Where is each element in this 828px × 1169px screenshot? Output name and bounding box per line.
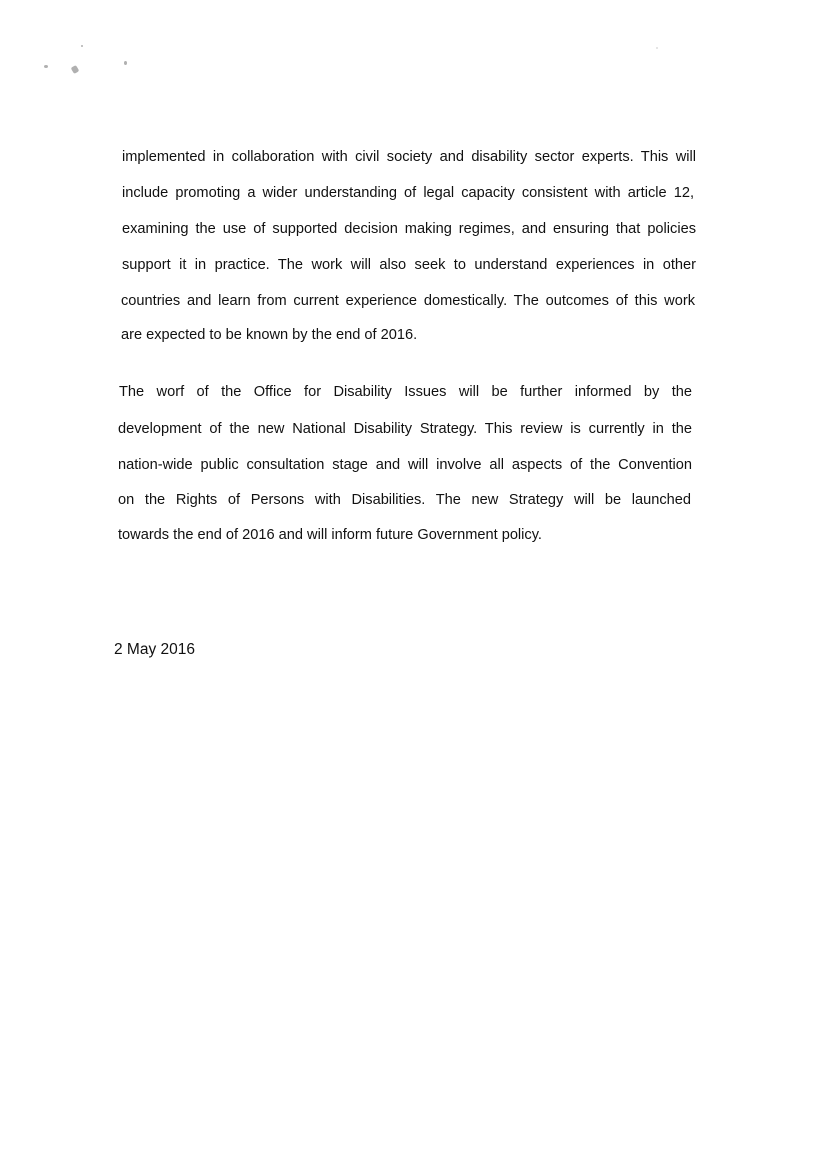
paragraph-line: examining the use of supported decision making regimes, and ensuring that policies	[122, 221, 696, 237]
scan-speck	[656, 47, 658, 49]
scan-speck	[81, 45, 83, 47]
scan-speck	[71, 65, 80, 74]
paragraph-line: countries and learn from current experience domestically. The outcomes of this work	[121, 293, 695, 309]
paragraph-line: implemented in collaboration with civil society and disability sector experts. This will	[122, 149, 696, 165]
paragraph-line: development of the new National Disability Strategy. This review is currently in the	[118, 421, 692, 437]
scan-speck	[124, 61, 127, 65]
paragraph-line: include promoting a wider understanding of legal capacity consistent with article 12,	[122, 185, 694, 201]
paragraph-line: The worf of the Office for Disability Issues will be further informed by the	[119, 384, 692, 400]
paragraph-line: towards the end of 2016 and will inform future Government policy.	[118, 527, 542, 543]
paragraph-line: nation-wide public consultation stage and will involve all aspects of the Convention	[118, 457, 692, 473]
paragraph-line: are expected to be known by the end of 2016.	[121, 327, 418, 343]
document-date: 2 May 2016	[114, 641, 195, 658]
paragraph-line: on the Rights of Persons with Disabilities. The new Strategy will be launched	[118, 492, 691, 508]
paragraph-line: support it in practice. The work will also seek to understand experiences in other	[122, 257, 696, 273]
scan-speck	[44, 65, 48, 68]
